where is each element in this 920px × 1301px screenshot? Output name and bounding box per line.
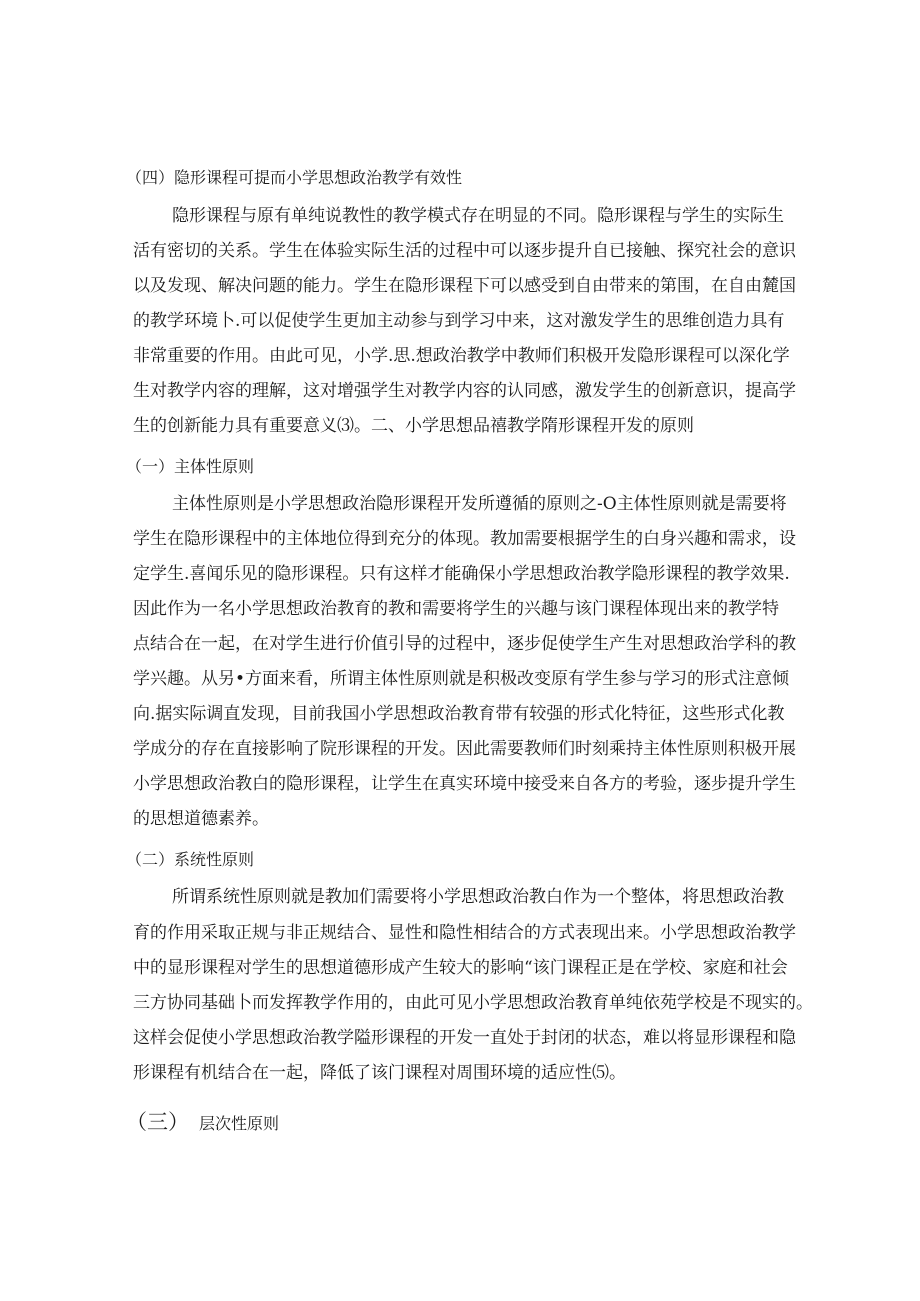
paragraph-line: 形课程有机结合在一起，降低了该门课程对周围环境的适应性⑸。 (133, 1063, 626, 1083)
paragraph-line: 隐形课程与原有单纯说教性的教学模式存在明显的不同。隐形课程与学生的实际生 (172, 206, 784, 226)
paragraph-line: 育的作用采取正规与非正规结合、显性和隐性相结合的方式表现出来。小学思想政治教学 (133, 923, 796, 943)
paragraph-line: 点结合在一起，在对学生进行价值引导的过程中，逐步促使学生产生对思想政治学科的教 (133, 634, 796, 654)
paragraph-line: 所谓系统性原则就是教加们需要将小学思想政治教白作为一个整体，将思想政治教 (172, 887, 784, 907)
paragraph-line: 这样会促使小学思想政治教学隘形课程的开发一直处于封闭的状态，难以将显形课程和隐 (133, 1028, 796, 1048)
section-heading-text: 层次性原则 (199, 1114, 280, 1133)
paragraph-line: 三方协同基础卜而发挥教学作用的，由此可见小学思想政治教育单纯依苑学校是不现实的。 (133, 993, 813, 1013)
paragraph-line: 以及发现、解决问题的能力。学生在隐形课程下可以感受到自由带来的第围，在自由麓国 (133, 276, 796, 296)
section-heading: （四）隐形课程可提而小学思想政治教学有效性 (126, 168, 463, 187)
paragraph-line: 非常重要的作用。由此可见，小学.思.想政治教学中教师们积极开发隐形课程可以深化学 (133, 346, 790, 366)
paragraph-line: 中的显形课程对学生的思想道德形成产生较大的影响“该门课程正是在学校、家庭和社会 (133, 958, 788, 978)
paragraph-line: 学生在隐形课程中的主体地位得到充分的体现。教加需要根据学生的白身兴趣和需求，设 (133, 529, 796, 549)
paragraph-line: 主体性原则是小学思想政治隐形课程开发所遵循的原则之-O主体性原则就是需要将 (172, 494, 787, 514)
paragraph-line: 因此作为一名小学思想政治教育的教和需要将学生的兴趣与该门课程体现出来的教学特 (133, 599, 779, 619)
paragraph-line: 生对教学内容的理解，这对增强学生对教学内容的认同感，激发学生的创新意识，提高学 (133, 381, 796, 401)
paragraph-line: 小学思想政治教白的隐形课程，让学生在真实环境中接受来自各方的考验，逐步提升学生 (133, 774, 796, 794)
section-heading-number: （三） (126, 1110, 189, 1134)
paragraph-line: 生的创新能力具有重要意义⑶。二、小学思想品禧教学隋形课程开发的原则 (133, 416, 694, 436)
paragraph-line: 的思想道德素养。 (133, 809, 269, 829)
section-heading (126, 1110, 279, 1136)
paragraph-line: 学成分的存在直接影响了院形课程的开发。因此需要教师们时刻乘持主体性原则积极开展 (133, 739, 796, 759)
section-heading: （一）主体性原则 (126, 457, 255, 476)
paragraph-line: 的教学环境卜.可以促使学生更加主动参与到学习中来，这对激发学生的思维创造力具有 (133, 311, 785, 331)
section-heading: （二）系统性原则 (126, 850, 255, 869)
paragraph-line: 定学生.喜闻乐见的隐形课程。只有这样才能确保小学思想政治教学隐形课程的教学效果. (133, 564, 790, 584)
paragraph-line: 学兴趣。从另•方面来看，所谓主体性原则就是积极改变原有学生参与学习的形式注意倾 (133, 669, 790, 689)
paragraph-line: 活有密切的关系。学生在体验实际生活的过程中可以逐步提升自已接触、探究社会的意识 (133, 241, 796, 261)
paragraph-line: 向.据实际调直发现，目前我国小学思想政治教育带有较强的形式化特征，这些形式化教 (133, 704, 785, 724)
